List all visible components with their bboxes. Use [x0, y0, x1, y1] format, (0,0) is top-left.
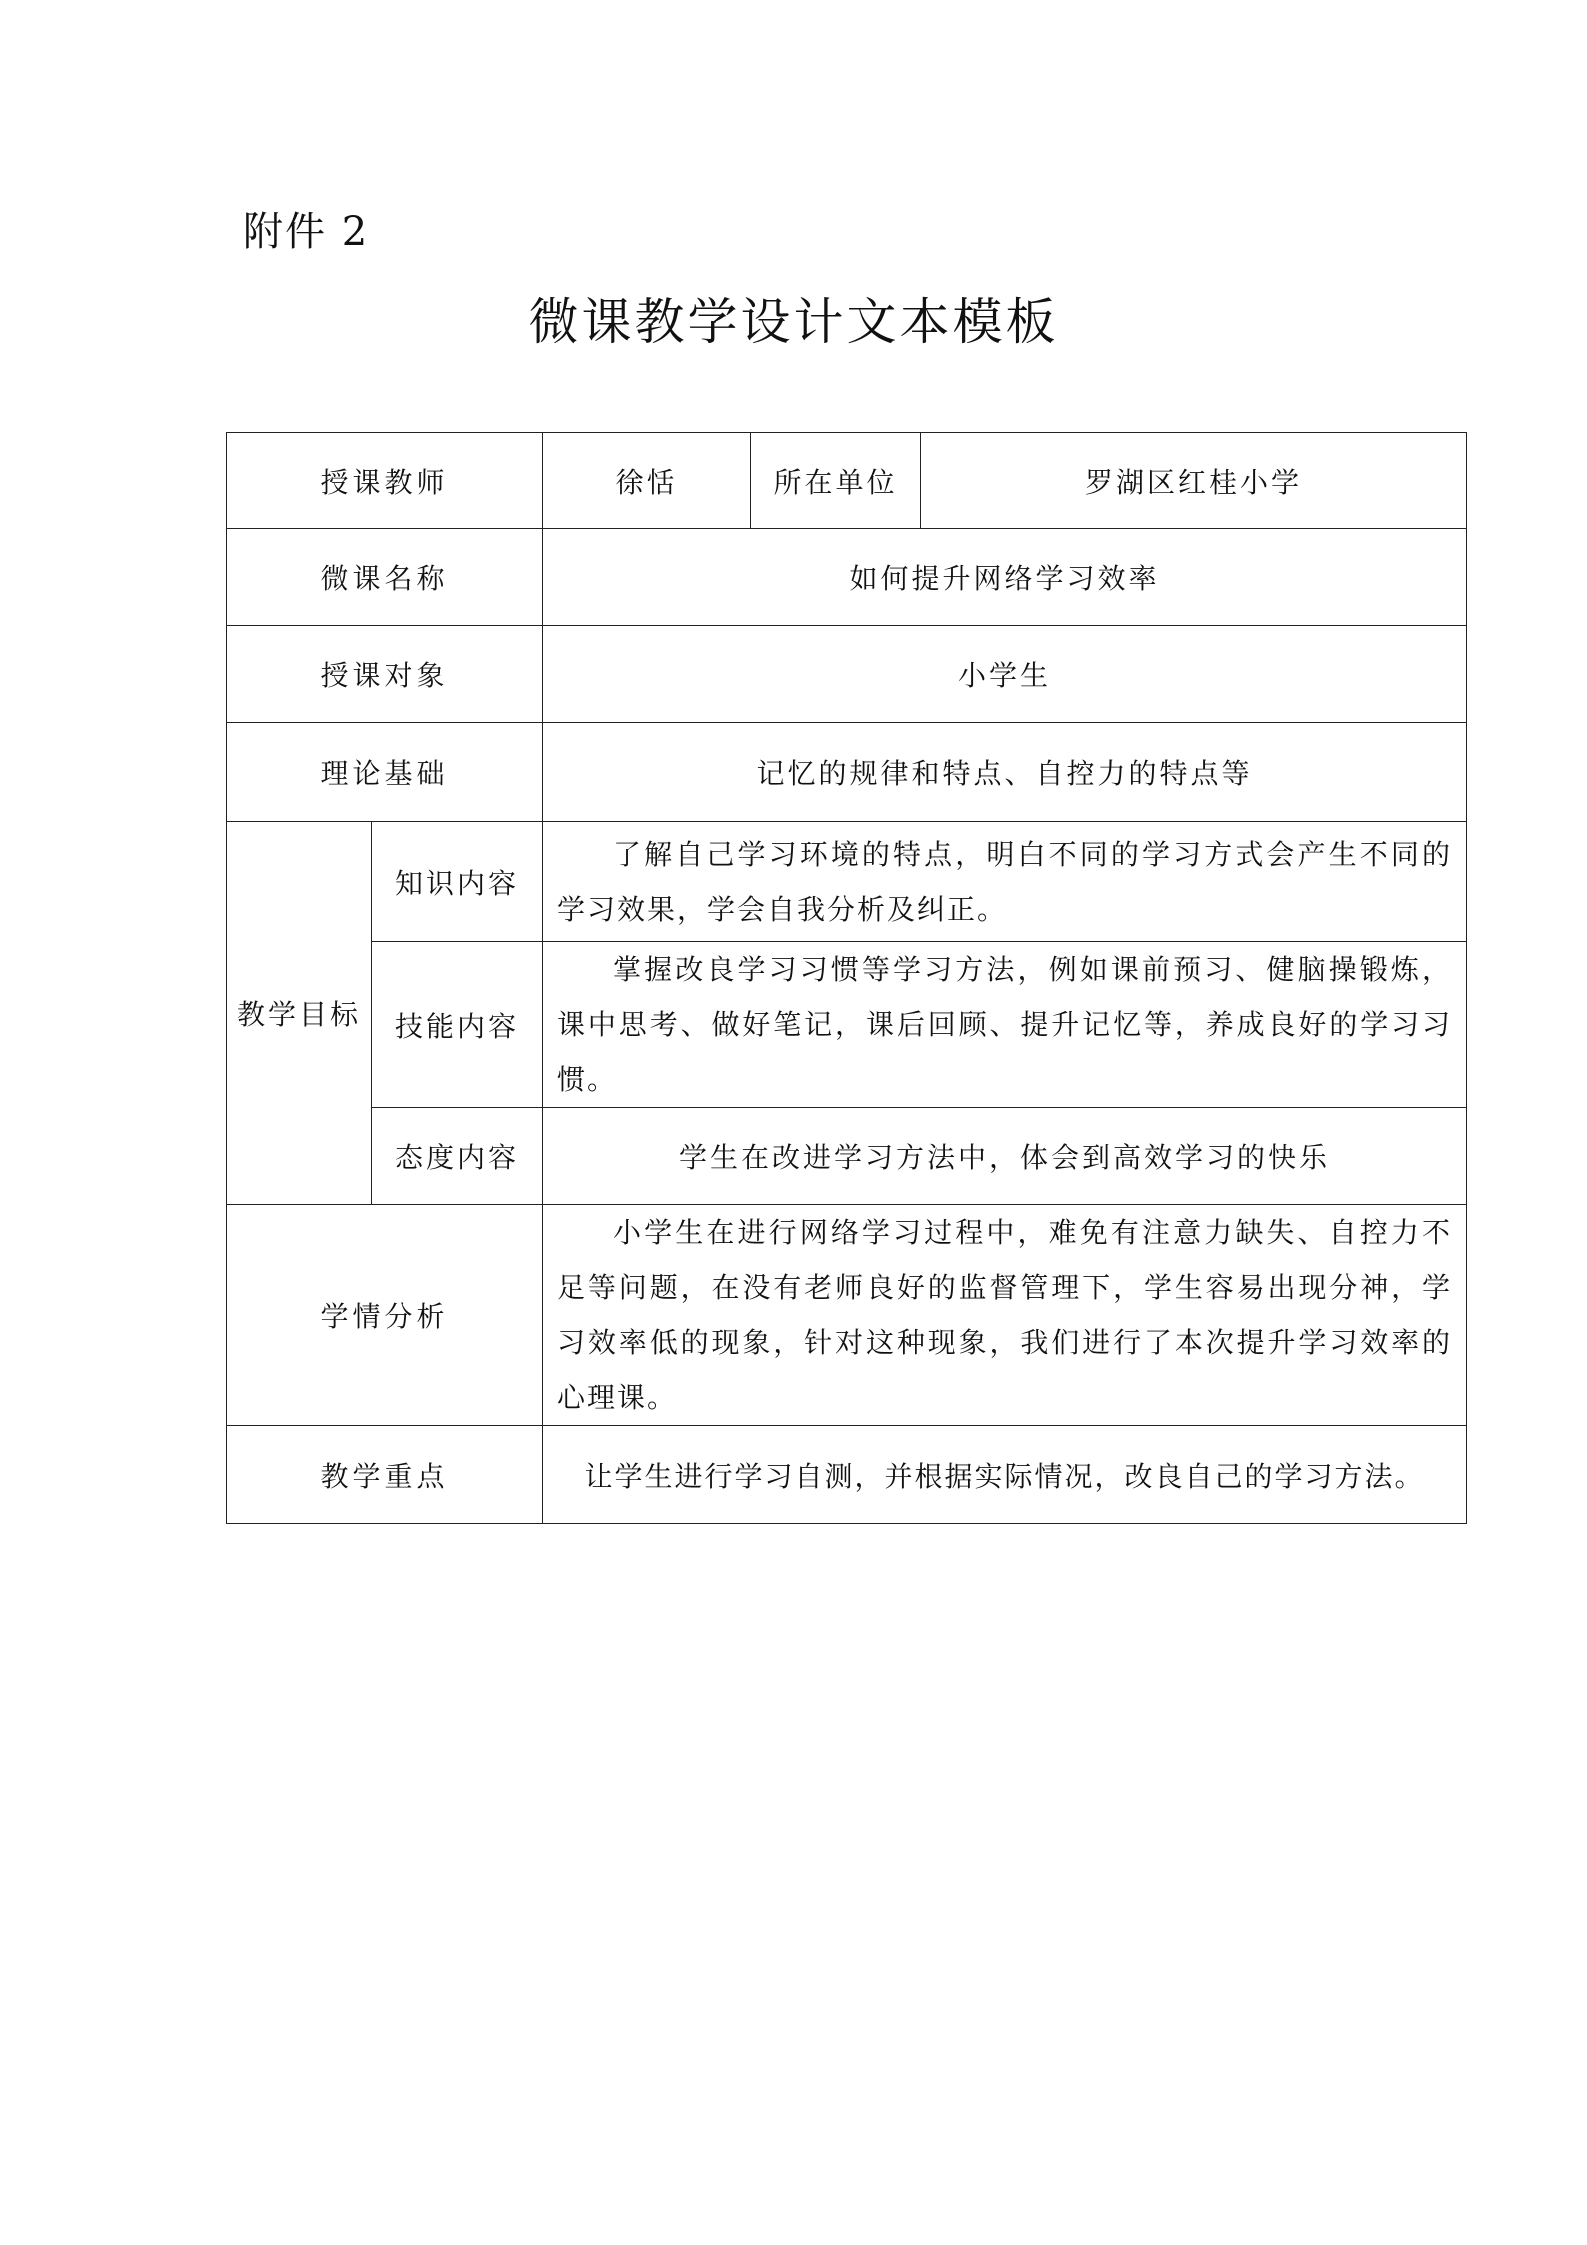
- unit-label: 所在单位: [751, 433, 921, 529]
- row-audience: [227, 626, 1467, 723]
- attitude-label: 态度内容: [372, 1108, 543, 1205]
- analysis-label: 学情分析: [227, 1205, 543, 1426]
- course-name-label: 微课名称: [227, 529, 543, 626]
- row-skill: [227, 942, 1467, 1108]
- skill-label: 技能内容: [372, 942, 543, 1108]
- design-form-table: [226, 432, 1467, 1524]
- teaching-goals-label: 教学目标: [227, 822, 372, 1205]
- knowledge-label: 知识内容: [372, 822, 543, 942]
- unit-value: 罗湖区红桂小学: [921, 433, 1467, 529]
- teacher-value: 徐恬: [543, 433, 751, 529]
- document-title: 微课教学设计文本模板: [528, 293, 1059, 351]
- theory-label: 理论基础: [227, 723, 543, 822]
- row-teacher: [227, 433, 1467, 529]
- skill-value: 掌握改良学习习惯等学习方法，例如课前预习、健脑操锻炼，课中思考、做好笔记，课后回顾、提升记忆等，养成良好的学习习惯。: [543, 942, 1467, 1108]
- theory-value: 记忆的规律和特点、自控力的特点等: [543, 723, 1467, 822]
- row-theory: [227, 723, 1467, 822]
- key-point-label: 教学重点: [227, 1426, 543, 1524]
- row-key-point: [227, 1426, 1467, 1524]
- row-course-name: [227, 529, 1467, 626]
- knowledge-value: 了解自己学习环境的特点，明白不同的学习方式会产生不同的学习效果，学会自我分析及纠正。: [543, 822, 1467, 942]
- teacher-label: 授课教师: [227, 433, 543, 529]
- audience-value: 小学生: [543, 626, 1467, 723]
- row-knowledge: [227, 822, 1467, 942]
- row-attitude: [227, 1108, 1467, 1205]
- attachment-label: 附件 2: [243, 209, 370, 255]
- analysis-value: 小学生在进行网络学习过程中，难免有注意力缺失、自控力不足等问题，在没有老师良好的监督管理下，学生容易出现分神，学习效率低的现象，针对这种现象，我们进行了本次提升学习效率的心理课。: [543, 1205, 1467, 1426]
- course-name-value: 如何提升网络学习效率: [543, 529, 1467, 626]
- row-analysis: [227, 1205, 1467, 1426]
- key-point-value: 让学生进行学习自测，并根据实际情况，改良自己的学习方法。: [543, 1426, 1467, 1524]
- attitude-value: 学生在改进学习方法中，体会到高效学习的快乐: [543, 1108, 1467, 1205]
- audience-label: 授课对象: [227, 626, 543, 723]
